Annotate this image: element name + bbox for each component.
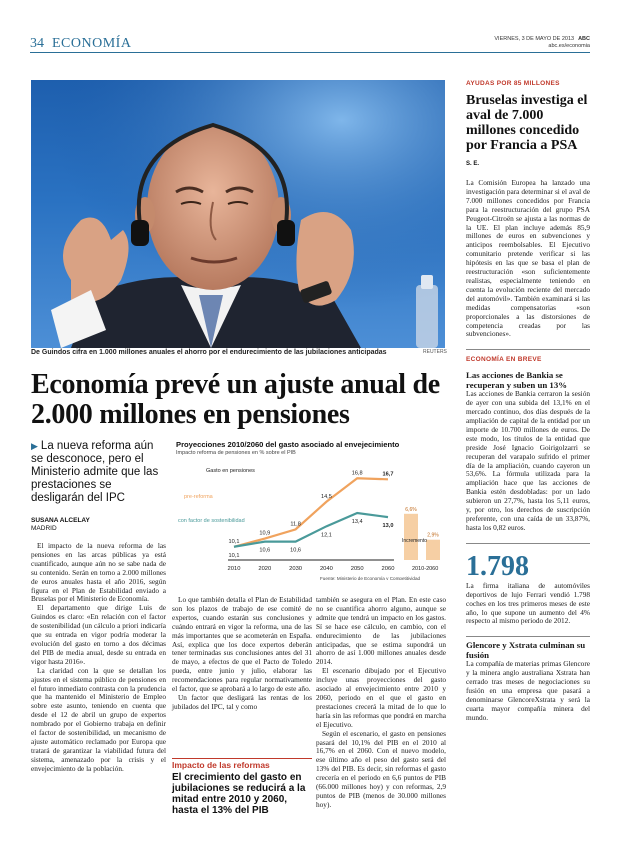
data-label: 10,9	[259, 530, 271, 537]
sidebar-separator	[466, 636, 590, 637]
paragraph: Según el escenario, el gasto en pensiones pasará del 10,1% del PIB en el 2010 al 16,7% en el 2060. Con el nuevo modelo, ese último año el peso del gasto será del 13% del PIB. Es decir, sin reformas el gasto crecería en el periodo en 6,6 puntos de PIB (66.000 millones hoy) y con reformas, 2,9 puntos de PIB (menos de 30.000 millones hoy).	[316, 728, 446, 809]
brief-1-body: Las acciones de Bankia cerraron la sesión de ayer con una subida del 13,1% en el mercado continuo, dos días después de la ampliación de capital de la entidad por un importe de 10.700 millones de euros. De este modo, los títulos de la entidad que preside José Ignacio Goirigolzarri se recuperan del varapalo sufrido el primer día de la ampliación, cuando cayeron un 53,6%. La fórmula utilizada para la ampliación hace que las acciones de Bankia estén desdobladas: por un lado subieron un 27,7%, hasta los 5,11 euros, y, por otro, los derechos de suscripción preferente, con una caída de un 33,87%, hasta los 0,82 euros.	[466, 389, 590, 532]
increment-value: 6,6%	[405, 506, 417, 513]
sidebar-body: La Comisión Europea ha lanzado una investigación para determinar si el aval de 7.000 millones concedidos por Francia para la reestructuración del grupo PSA Peugeot-Citroën se ajusta a las normas de la UE. El plan incluye además 85,9 millones de euros en subvenciones y anticipos reembolsables. El Ejecutivo comunitario pretende verificar si las hipótesis en las que se basa el plan de reestructuración «son suficientemente realistas, especialmente teniendo en cuenta la evolución reciente del mercado del automóvil». También examinará si las medidas compensatorias «son proporcionales a las distorsiones de competencia creadas por las subvenciones».	[466, 178, 590, 339]
legend-item-factor: con factor de sostenibilidad	[178, 518, 245, 524]
big-number: 1.798	[466, 550, 529, 582]
section-title: ECONOMÍA	[52, 36, 132, 51]
paragraph: Un factor que desligará las rentas de los jubilados del IPC, tal y como	[172, 692, 312, 711]
data-label: 16,7	[382, 471, 394, 478]
increment-bar	[426, 540, 440, 560]
article-column-2	[172, 596, 312, 712]
sidebar-separator	[466, 543, 590, 544]
box-text: El crecimiento del gasto en jubilaciones se reducirá a la mitad entre 2010 y 2060, hasta el 13% del PIB	[172, 772, 306, 816]
lead-text: La nueva reforma aún se desconoce, pero el Ministerio admite que las prestaciones se desligarán del IPC	[31, 440, 159, 504]
article-headline: Economía prevé un ajuste anual de 2.000 millones en pensiones	[31, 369, 440, 430]
photo-credit: REUTERS	[423, 349, 447, 355]
triangle-bullet-icon: ▶	[31, 441, 38, 451]
x-tick-label: 2020	[258, 566, 272, 572]
series-line-pre-reforma	[234, 478, 388, 546]
data-label: 13,0	[382, 523, 394, 530]
x-tick-label: 2030	[289, 566, 303, 572]
increment-value: 2,9%	[427, 532, 439, 539]
legend-item-pre: pre-reforma	[184, 494, 213, 500]
data-label: 14,5	[320, 493, 332, 500]
brief-2-body: La compañía de materias primas Glencore y la minera anglo australiana Xstrata han cerrado tras meses de negociaciones su fusión en una empresa que pasará a denominarse GlencoreXstrata y será la cuarta mayor compañía minera del mundo.	[466, 659, 590, 722]
chart-title: Proyecciones 2010/2060 del gasto asociado al envejecimiento	[176, 440, 400, 449]
data-label: 10,1	[228, 538, 240, 545]
increment-bar	[404, 514, 418, 560]
paragraph: El departamento que dirige Luis de Guindos es claro: «En relación con el factor de sostenibilidad (un cálculo a priori indicaría que su entrada en vigor podría moderar la evolución del gasto en torno a dos décimas del PIB de media anual, desde su entrada en vigor hasta 2016».	[31, 603, 166, 666]
article-lead	[31, 440, 166, 505]
data-label: 11,8	[290, 521, 301, 528]
paragraph: también se asegura en el Plan. En este caso no se cuantifica ahorro alguno, aunque se admite que tendrá un impacto en los gastos. Sí se hace ese cálculo, en cambio, con el endurecimiento de las jubilaciones anticipadas, que se estima supondrá un ahorro de así 1.000 millones anuales desde 2014.	[316, 595, 446, 667]
chart-source: Fuente: Ministerio de Economía y Competitividad	[320, 576, 421, 580]
data-label: 12,1	[320, 532, 332, 539]
photo-caption: De Guindos cifra en 1.000 millones anuales el ahorro por el endurecimiento de las jubilaciones anticipadas	[31, 349, 387, 356]
x-tick-label: 2050	[350, 566, 364, 572]
chart-subtitle: Impacto reforma de pensiones en % sobre el PIB	[176, 450, 296, 456]
paragraph: La claridad con la que se detallan los ajustes en el sistema público de pensiones en el futuro inmediato contrasta con la prudencia que ha mantenido el Ministerio de Empleo sobre este asunto, teniendo en cuenta que desde el 12 de abril un grupo de expertos nombrado por el Gobierno trabaja en definir el factor de sostenibilidad, un mecanismo de ajuste automático reclamado por Europa que tratará de garantizar la viabilidad futura del sistema, amenazado por la crisis y el envejecimiento de la población.	[31, 665, 166, 773]
page-number: 34	[30, 36, 44, 51]
big-number-body: La firma italiana de automóviles deportivos de lujo Ferrari vendió 1.798 coches en los tres primeros meses de este año, lo que supone un aumento del 4% respecto al mismo periodo de 2012.	[466, 580, 590, 626]
paragraph: El impacto de la nueva reforma de las pensiones en las arcas públicas ya está cuantificado, aunque aún no se sabe nada de su contenido. Serán en torno a 2.000 millones de euros anuales hasta el año 2016, según figura en el Plan de Estabilidad enviado a Bruselas por el Ministerio de Economía.	[31, 541, 166, 604]
article-column-1	[31, 542, 166, 774]
increment-period: 2010-2060	[412, 566, 439, 572]
data-label: 16,8	[351, 470, 363, 477]
article-column-3	[316, 596, 446, 810]
photo-illustration	[31, 80, 445, 348]
pension-chart	[176, 440, 448, 580]
date-text: VIERNES, 3 DE MAYO DE 2013	[494, 36, 575, 42]
x-tick-label: 2010	[227, 566, 241, 572]
data-label: 10,1	[228, 552, 240, 559]
sidebar-signature: S. E.	[466, 161, 480, 167]
brief-1-title: Las acciones de Bankia se recuperan y suben un 13%	[466, 370, 568, 390]
article-photo	[31, 80, 445, 348]
legend-title: Gasto en pensiones	[206, 468, 255, 474]
paragraph: El escenario dibujado por el Ejecutivo incluye unas proyecciones del gasto asociado al envejecimiento entre 2010 y 2060, periodo en el que el gasto en prestaciones crecerá la mitad de lo que lo haría sin las reformas que pondrá en marcha el Ejecutivo.	[316, 666, 446, 729]
header-rule	[30, 52, 590, 53]
x-tick-label: 2040	[319, 566, 333, 572]
x-tick-label: 2060	[381, 566, 395, 572]
author: SUSANA ALCELAY	[31, 517, 90, 524]
sidebar-kicker: AYUDAS POR 85 MILLONES	[466, 80, 560, 87]
sidebar-headline: Bruselas investiga el aval de 7.000 millones concedido por Francia a PSA	[466, 93, 588, 153]
header-date	[494, 36, 590, 50]
byline	[31, 517, 90, 533]
sidebar-separator	[466, 349, 590, 350]
brief-section-title: ECONOMÍA EN BREVE	[466, 356, 542, 364]
paper-name: ABC	[578, 36, 590, 42]
brief-2-title: Glencore y Xstrata culminan su fusión	[466, 640, 586, 660]
page-header	[30, 34, 590, 52]
data-label: 13,4	[351, 519, 363, 526]
data-label: 10,6	[290, 547, 302, 554]
data-label: 10,6	[259, 547, 271, 554]
box-rule	[172, 758, 312, 759]
paragraph: Lo que también detalla el Plan de Estabilidad son los plazos de trabajo de ese comité de expertos, cuando estarán sus conclusiones y cuándo entrará en vigor la reforma, una de las más importantes que se acometerán en España. Así, explica que los doce expertos deberán tener terminadas sus conclusiones antes del 31 de mayo, a efectos de que el Pacto de Toledo pueda, entre junio y julio, elaborar las recomendaciones para regular normativamente el factor, que se aprobará a lo largo de este año.	[172, 595, 312, 694]
dateline: MADRID	[31, 525, 57, 532]
increment-label: Incremento	[402, 538, 428, 544]
site-link[interactable]: abc.es/economia	[548, 43, 590, 49]
chart-svg	[176, 460, 448, 580]
box-title: Impacto de las reformas	[172, 760, 270, 770]
sidebar	[466, 80, 590, 723]
